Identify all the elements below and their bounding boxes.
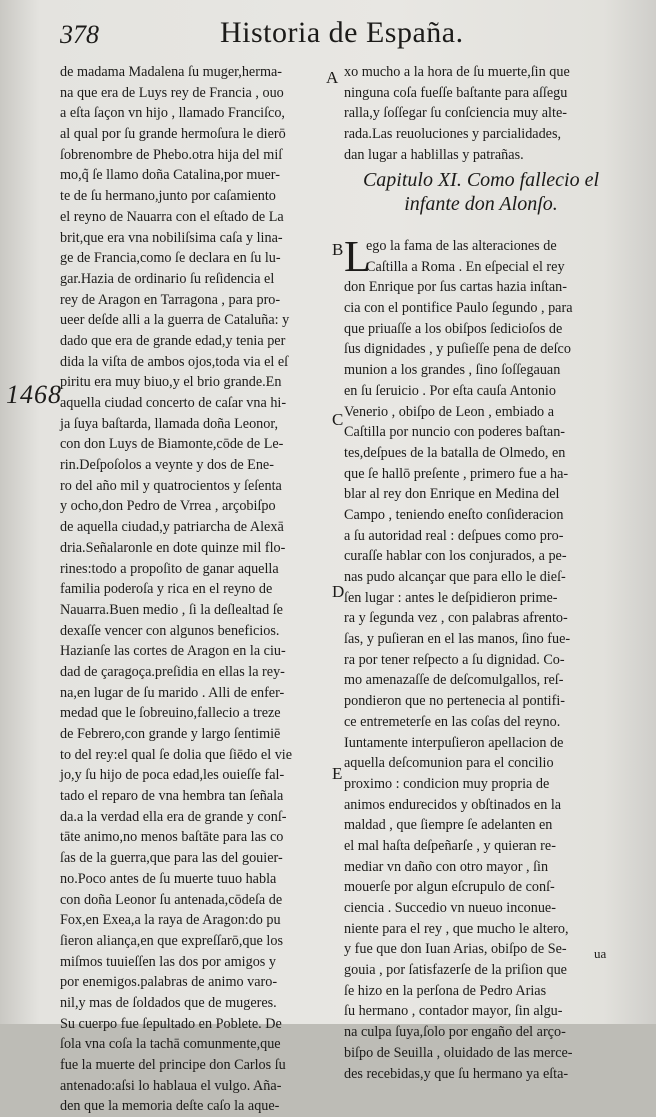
- text-line: blar al rey don Enrique en Medina del: [344, 486, 560, 503]
- text-line: nil,y mas de ſoldados que de mugeres.: [60, 994, 277, 1011]
- text-line: Su cuerpo fue ſepultado en Poblete. De: [60, 1015, 282, 1032]
- text-line: ueer deſde alli a la guerra de Cataluña: y: [60, 312, 290, 329]
- text-line: que ſe hallō preſente , primero fue a ha-: [344, 465, 569, 482]
- text-line: mo amenazaſſe de deſcomulgallos, reſ-: [344, 672, 564, 689]
- text-line: ja ſuya baſtarda, llamada doña Leonor,: [60, 415, 279, 432]
- text-line: mediar vn daño con otro mayor , ſin: [344, 858, 549, 875]
- right-column-body: [344, 232, 612, 1084]
- text-line: a eſta ſaçon vn hijo , llamado Franciſco,: [60, 105, 285, 122]
- text-line: biſpo de Seuilla , oluidado de las merce-: [344, 1044, 573, 1061]
- text-line: y fue que don Iuan Arias, obiſpo de Se-: [344, 941, 567, 958]
- margin-letter-d: D: [332, 582, 345, 601]
- text-line: mouerſe por algun eſcrupulo de conſ-: [344, 879, 555, 896]
- catchword: ua: [594, 946, 607, 961]
- left-column: [60, 62, 330, 1117]
- text-line: dan lugar a hablillas y patrañas.: [344, 146, 524, 163]
- text-line: ge de Francia,como ſe declara en ſu lu-: [60, 250, 281, 267]
- text-line: al qual por ſu grande hermoſura le dierō: [60, 126, 286, 143]
- text-line: medad que le ſobreuino,fallecio a treze: [60, 705, 281, 722]
- text-line: ſieron aliança,en que expreſſarō,que los: [60, 932, 283, 949]
- text-line: de aquella ciudad,y patriarcha de Alexā: [60, 519, 284, 536]
- text-line: ce entremeterſe en las coſas del reyno.: [344, 713, 561, 730]
- text-line: dad de çaragoça.preſidia en ellas la rey-: [60, 663, 285, 680]
- text-line: nas pudo alcançar que para ello le dieſ-: [344, 569, 566, 585]
- text-line: gouia , por ſatisfazerſe de la priſion que: [344, 962, 567, 979]
- text-line: rey de Aragon en Tarragona , para pro-: [60, 291, 281, 308]
- text-line: cia con el pontifice Paulo ſegundo , para: [344, 300, 573, 317]
- text-line: na,en lugar de ſu marido . Alli de enfer-: [60, 684, 285, 701]
- text-line: tāte animo,no menos baſtāte para las co: [60, 829, 284, 846]
- text-line: ego la fama de las alteraciones de: [366, 238, 557, 254]
- text-line: xo mucho a la hora de ſu muerte,ſin que: [344, 64, 570, 80]
- text-line: Caſtilla a Roma . En eſpecial el rey: [366, 258, 565, 275]
- text-line: Campo , teniendo eneſto conſideracion: [344, 506, 564, 523]
- text-line: el mal haſta deſpeñarſe , y quieran re-: [344, 837, 556, 854]
- text-line: don Enrique por ſus cartas hazia inſtan-: [344, 279, 567, 296]
- margin-letter-c: C: [332, 410, 344, 429]
- text-line: den que la memoria deſte caſo la aque-: [60, 1098, 280, 1115]
- text-line: ſus dignidades , y puſieſſe pena de deſco: [344, 341, 571, 358]
- text-line: Iuntamente interpuſieron apellacion de: [344, 734, 564, 751]
- text-line: en ſu ſeruicio . Por eſta cauſa Antonio: [344, 382, 556, 399]
- text-line: ſobrenombre de Phebo.otra hija del miſ: [60, 146, 283, 163]
- text-line: familia poderoſa y rica en el reyno de: [60, 581, 273, 598]
- text-line: maldad , que ſiempre ſe adelanten en: [344, 817, 553, 834]
- text-line: dexaſſe vencer con algunos beneficios.: [60, 622, 280, 639]
- text-line: no.Poco antes de ſu muerte tuuo habla: [60, 870, 277, 887]
- text-line: a ſu autoridad real : deſpues como pro-: [344, 527, 564, 544]
- text-line: dado que era de grande edad,y tenia per: [60, 332, 286, 349]
- text-line: rines:todo a propoſito de ganar aquella: [60, 560, 279, 577]
- text-line: el reyno de Nauarra con el eſtado de La: [60, 208, 284, 225]
- text-line: te de ſu hermano,junto por caſamiento: [60, 188, 276, 205]
- text-line: proximo : condicion muy propria de: [344, 775, 550, 792]
- text-line: ninguna coſa fueſſe baſtante para aſſegu: [344, 84, 568, 101]
- text-line: na culpa ſuya,ſolo por engaño del arço-: [344, 1024, 566, 1041]
- text-line: curaſſe hablar con los conjurados, a pe-: [344, 548, 567, 565]
- text-line: ſu hermano , contador mayor, ſin algu-: [344, 1003, 563, 1020]
- text-line: Nauarra.Buen medio , ſi la deſlealtad ſe: [60, 601, 283, 618]
- text-line: y ocho,don Pedro de Vrrea , arçobiſpo: [60, 498, 276, 515]
- text-line: ra y ſegunda vez , con palabras afrento-: [344, 610, 568, 627]
- right-column-top: [344, 62, 612, 165]
- drop-cap: L: [344, 232, 371, 281]
- text-line: brit,que era vna nobiliſsima caſa y lina-: [60, 229, 283, 246]
- text-line: des recebidas,y que ſu hermano ya eſta-: [344, 1065, 569, 1082]
- text-line: animos endurecidos y obſtinados en la: [344, 796, 562, 813]
- text-line: niente para el rey , que mucho le altero,: [344, 920, 569, 937]
- text-line: miſmos tuuieſſen las dos por amigos y: [60, 953, 276, 970]
- text-line: to del rey:el qual ſe dolia que ſiēdo el vie: [60, 746, 293, 763]
- text-line: tes,deſpues de la batalla de Olmedo, en: [344, 444, 566, 461]
- text-line: con doña Leonor ſu antenada,cōdeſa de: [60, 891, 283, 908]
- text-line: da.a la verdad ella era de grande y conſ-: [60, 808, 287, 825]
- text-line: ſola vna coſa la tachā comunmente,que: [60, 1036, 281, 1053]
- text-line: Fox,en Exea,a la raya de Aragon:do pu: [60, 912, 281, 929]
- text-line: ſas de la guerra,que para las del gouier-: [60, 850, 283, 867]
- text-line: aquella ciudad concerto de caſar vna hi-: [60, 395, 287, 411]
- text-line: que priuaſſe a los obiſpos ſedicioſos de: [344, 320, 563, 337]
- text-line: mo,q̃ ſe llamo doña Catalina,por muer-: [60, 167, 280, 184]
- text-line: Hazianſe las cortes de Aragon en la ciu-: [60, 643, 286, 660]
- text-line: jo,y ſu hijo de poca edad,les ouieſſe fal-: [60, 767, 285, 784]
- text-line: ſas, y puſieran en el las manos, ſino fue-: [344, 631, 571, 648]
- running-title: Historia de España.: [220, 16, 464, 49]
- text-line: de madama Madalena ſu muger,herma-: [60, 64, 282, 80]
- text-line: por enemigos.palabras de animo varo-: [60, 974, 278, 991]
- text-line: gar.Hazia de ordinario ſu reſidencia el: [60, 270, 275, 287]
- text-line: rin.Deſpoſolos a veynte y dos de Ene-: [60, 457, 274, 474]
- margin-letter-e: E: [332, 764, 343, 783]
- text-line: rada.Las reuoluciones y parcialidades,: [344, 126, 562, 143]
- chapter-heading-line: infante don Alonſo.: [404, 193, 558, 215]
- text-line: ralla,y ſoſſegar ſu conſciencia muy alte-: [344, 105, 567, 122]
- text-line: aquella deſcomunion para el concilio: [344, 755, 554, 772]
- text-line: con don Luys de Biamonte,cōde de Le-: [60, 436, 284, 453]
- margin-year: 1468: [6, 380, 62, 409]
- page-header: [60, 14, 620, 54]
- text-line: ſen lugar : antes le deſpidieron prime-: [344, 589, 558, 606]
- text-line: na que era de Luys rey de Francia , ouo: [60, 84, 284, 101]
- text-line: dria.Señalaronle en dote quinze mil flo-: [60, 539, 286, 556]
- text-line: piritu era muy biuo,y el brio grande.En: [60, 374, 282, 391]
- text-line: munion a los grandes , ſino ſoſſegauan: [344, 362, 561, 379]
- text-line: ſe hizo en la perſona de Pedro Arias: [344, 982, 547, 999]
- text-line: antenado:aſsi lo hablaua el vulgo. Aña-: [60, 1077, 282, 1094]
- text-line: ra por tener reſpecto a ſu dignidad. Co-: [344, 651, 565, 668]
- text-line: Venerio , obiſpo de Leon , embiado a: [344, 403, 554, 420]
- margin-letter-b: B: [332, 240, 344, 259]
- text-line: ro del año mil y quatrocientos y ſeſenta: [60, 477, 282, 494]
- chapter-heading-line: Capitulo XI. Como fallecio el: [362, 169, 600, 191]
- text-line: de Febrero,con grande y largo ſentimiē: [60, 726, 281, 742]
- margin-letter-a: A: [326, 68, 339, 87]
- text-line: fue la muerte del principe don Carlos ſu: [60, 1057, 286, 1073]
- text-line: ciencia . Succedio vn nueuo inconue-: [344, 900, 556, 916]
- text-line: Caſtilla por nuncio con poderes baſtan-: [344, 424, 566, 441]
- text-line: tado el reparo de vna hembra tan ſeñala: [60, 788, 284, 805]
- page-number: 378: [60, 20, 99, 49]
- chapter-heading: [344, 168, 618, 216]
- text-line: pondieron que no pertenecia al pontifi-: [344, 693, 566, 710]
- text-line: dida la viſta de ambos ojos,toda via el eſ: [60, 353, 289, 370]
